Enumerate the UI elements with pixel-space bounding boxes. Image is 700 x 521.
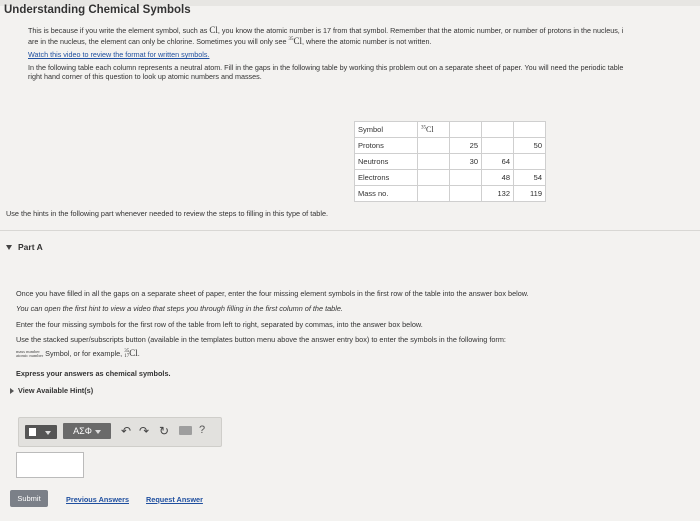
redo-icon[interactable]: ↷: [138, 424, 150, 438]
table-cell: 30: [450, 154, 482, 170]
templates-button[interactable]: [25, 425, 57, 439]
table-cell: [514, 154, 546, 170]
table-cell: [482, 122, 514, 138]
mass-number: 35: [421, 125, 426, 131]
divider: [0, 230, 700, 231]
atomic-number: 17: [124, 353, 130, 359]
template-box-icon: [29, 428, 36, 436]
previous-answers-link[interactable]: Previous Answers: [66, 495, 129, 504]
chevron-down-icon: [6, 245, 12, 250]
template-bottom-label: atomic number: [16, 353, 44, 359]
table-cell: [514, 122, 546, 138]
table-row: [355, 154, 546, 170]
row-label: Protons: [355, 138, 418, 154]
express-instruction: Express your answers as chemical symbols.: [16, 369, 171, 378]
instruction-1: Once you have filled in all the gaps on a separate sheet of paper, enter the four missing element symbols in the first row of the table into the answer box below.: [16, 289, 529, 298]
instruction-2: You can open the first hint to view a video that steps you through filling in the first column of the table.: [16, 304, 343, 313]
table-cell: [450, 170, 482, 186]
intro-text-segment: , you know the atomic number is 17 from that symbol. Remember that the atomic number, or number of protons in the nucleus, i: [217, 26, 624, 35]
template-text: Symbol, or for example,: [45, 349, 123, 358]
template-top-label: mass number: [16, 348, 40, 354]
intro-line-2: [28, 35, 700, 46]
chem-symbol-with-mass: [289, 36, 303, 46]
table-cell: [418, 170, 450, 186]
table-row: [355, 138, 546, 154]
atoms-table: [354, 121, 546, 202]
table-cell: 132: [482, 186, 514, 202]
view-hints-label: View Available Hint(s): [18, 386, 94, 395]
dropdown-arrow-icon: [45, 431, 51, 435]
intro-line-5: right hand corner of this question to look up atomic numbers and masses.: [28, 72, 262, 81]
row-label: Symbol: [355, 122, 418, 138]
intro-line-1: [28, 26, 700, 35]
page-title: Understanding Chemical Symbols: [4, 4, 191, 16]
hint-line: Use the hints in the following part whenever needed to review the steps to filling in this type of table.: [6, 209, 329, 218]
table-row: [355, 170, 546, 186]
instruction-3: Enter the four missing symbols for the first row of the table from left to right, separated by commas, into the answer box below.: [16, 320, 423, 329]
greek-label: ΑΣΦ: [73, 426, 92, 436]
chevron-right-icon: [10, 388, 14, 394]
answer-input[interactable]: [16, 452, 84, 478]
table-row: [355, 122, 546, 138]
part-title: Part A: [18, 242, 43, 252]
submit-button[interactable]: Submit: [10, 490, 48, 507]
table-cell: [418, 122, 450, 138]
request-answer-link[interactable]: Request Answer: [146, 495, 203, 504]
video-link[interactable]: Watch this video to review the format for written symbols.: [28, 50, 210, 59]
table-cell: 48: [482, 170, 514, 186]
intro-line-4: In the following table each column represents a neutral atom. Fill in the gaps in the following table by working this problem out on a separate sheet of paper. You will need the periodic table: [28, 63, 624, 72]
mass-number: 35: [288, 37, 294, 42]
answer-toolbar: [18, 417, 222, 447]
part-a-header[interactable]: [6, 242, 43, 252]
chem-symbol: Cl: [209, 25, 218, 35]
mass-number: 35: [124, 348, 130, 354]
table-cell: 54: [514, 170, 546, 186]
table-cell: [418, 154, 450, 170]
reset-icon[interactable]: ↻: [158, 424, 170, 438]
row-label: Neutrons: [355, 154, 418, 170]
table-cell: 119: [514, 186, 546, 202]
table-cell: 25: [450, 138, 482, 154]
table-row: [355, 186, 546, 202]
example-symbol: [124, 348, 138, 358]
row-label: Electrons: [355, 170, 418, 186]
table-cell: 64: [482, 154, 514, 170]
dropdown-arrow-icon: [95, 430, 101, 434]
table-cell: [418, 186, 450, 202]
view-hints-toggle[interactable]: [10, 386, 93, 395]
table-cell: [482, 138, 514, 154]
table-cell: 50: [514, 138, 546, 154]
instruction-4: Use the stacked super/subscripts button (available in the templates button menu above the answer entry box) to enter the symbols in the following form:: [16, 335, 506, 344]
undo-icon[interactable]: ↶: [120, 424, 132, 438]
chem-symbol: Cl: [129, 348, 138, 358]
intro-text: [28, 26, 700, 81]
template-label-stack: [16, 350, 43, 359]
table-cell: [450, 122, 482, 138]
template-form-line: [16, 348, 140, 359]
intro-text-segment: This is because if you write the element symbol, such as: [28, 26, 208, 35]
intro-text-segment: are in the nucleus, the element can only be chlorine. Sometimes you will only see: [28, 37, 287, 46]
help-icon[interactable]: ?: [199, 424, 206, 436]
row-label: Mass no.: [355, 186, 418, 202]
template-text: .: [137, 349, 140, 358]
chem-symbol: Cl: [293, 36, 303, 46]
table-cell: [450, 186, 482, 202]
greek-symbols-button[interactable]: [63, 423, 111, 439]
chem-symbol: Cl: [426, 125, 434, 134]
table-cell: [418, 138, 450, 154]
keyboard-icon[interactable]: [179, 426, 192, 435]
intro-text-segment: , where the atomic number is not written.: [302, 37, 432, 46]
